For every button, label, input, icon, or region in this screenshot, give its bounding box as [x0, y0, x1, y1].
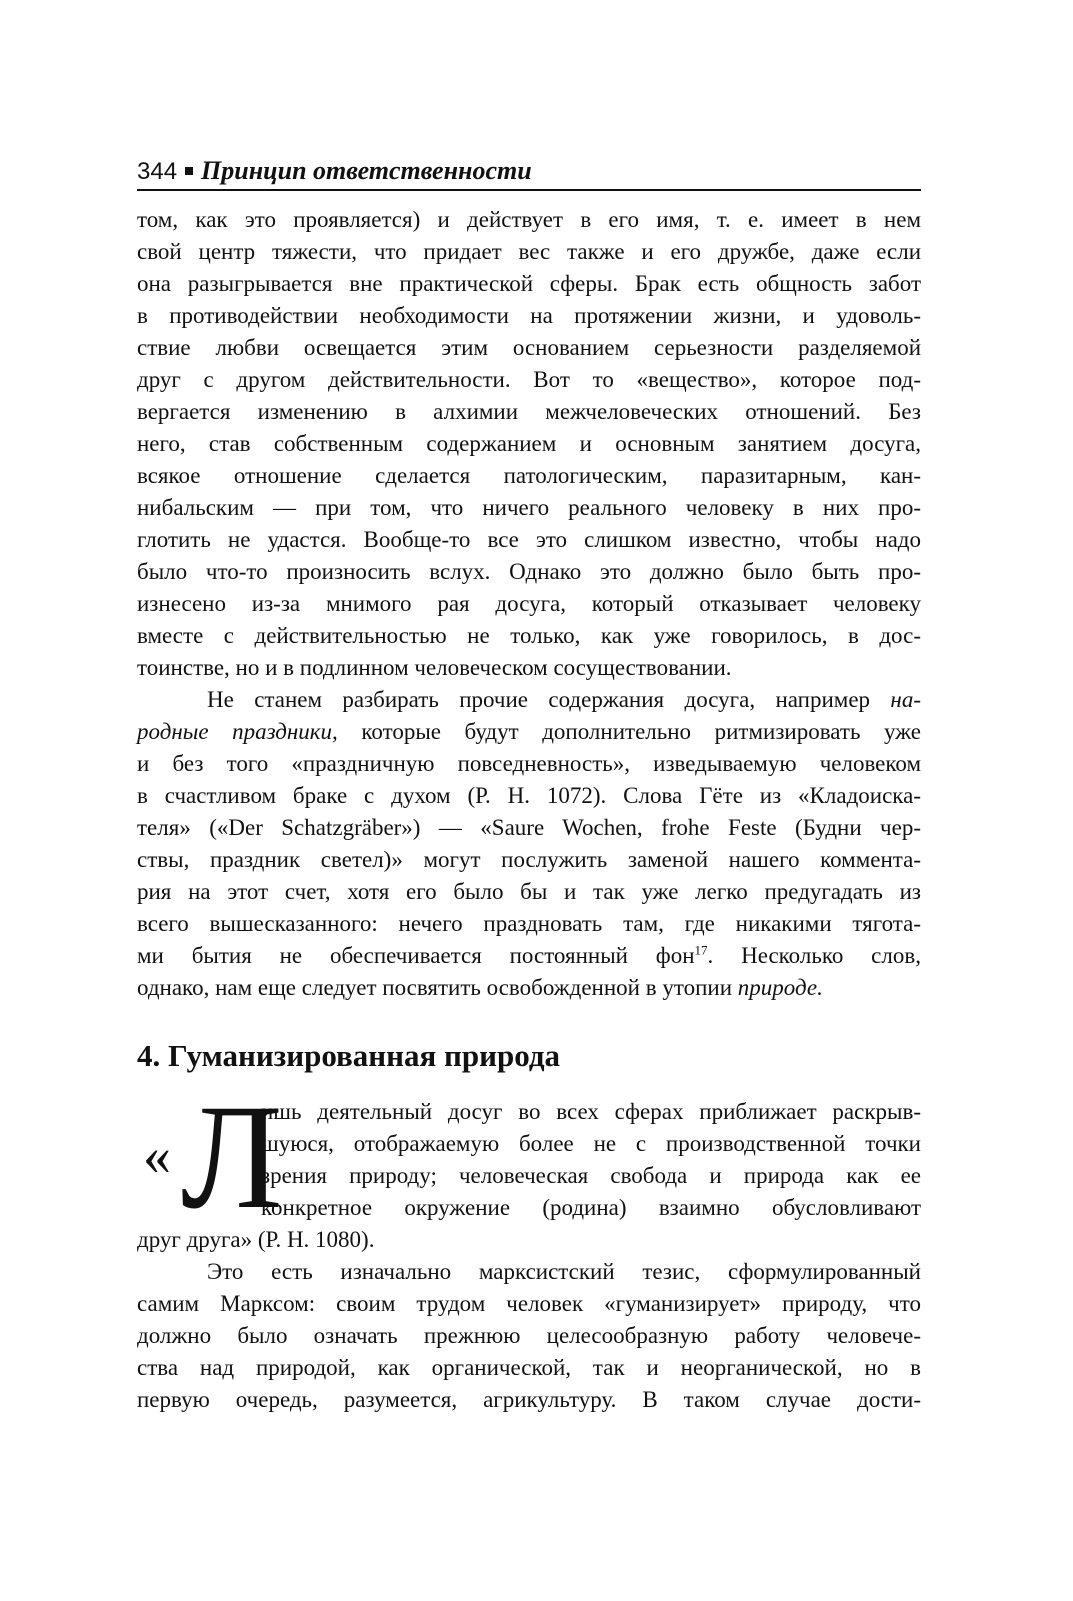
italic-fragment: родные праздники, [137, 719, 338, 744]
text-line: глотить не удастся. Вообще-то все это слишком известно, чтобы надо [137, 527, 921, 552]
text-line: ства над природой, как органической, так и неорганической, но в [137, 1355, 921, 1380]
text-line: было что-то произносить вслух. Однако это должно было быть про- [137, 559, 921, 584]
text-fragment: ми бытия не обеспечивается постоянный фон [137, 943, 695, 968]
text-line: вместе с действительностью не только, как уже говорилось, в дос- [137, 623, 921, 648]
italic-fragment: природе. [737, 975, 823, 1000]
paragraph-3 [137, 1256, 921, 1416]
paragraph-1 [137, 204, 921, 684]
text-line: него, став собственным содержанием и основным занятием досуга, [137, 431, 921, 456]
text-line [137, 684, 921, 716]
paragraph-2 [137, 684, 921, 1004]
text-line: ствие любви освещается этим основанием серьезности разделяемой [137, 335, 921, 360]
text-line: она разыгрывается вне практической сферы. Брак есть общность забот [137, 271, 921, 296]
text-line: первую очередь, разумеется, агрикультуру. В таком случае дости- [137, 1387, 921, 1412]
text-line: ишь деятельный досуг во всех сферах приближает раскрыв- [261, 1099, 921, 1124]
text-line: всего вышесказанного: нечего праздновать там, где никакими тягота- [137, 911, 921, 936]
text-line: нибальским — при том, что ничего реального человеку в них про- [137, 495, 921, 520]
text-fragment: Не станем разбирать прочие содержания досуга, например [207, 687, 891, 712]
quote-lines [261, 1096, 921, 1224]
running-head-title: Принцип ответственности [201, 156, 532, 185]
text-line: самим Марксом: своим трудом человек «гуманизирует» природу, что [137, 1291, 921, 1316]
text-line: рия на этот счет, хотя его было бы и так уже легко предугадать из [137, 879, 921, 904]
text-line: тоинстве, но и в подлинном человеческом сосуществовании. [137, 655, 732, 680]
dropcap-block [141, 1074, 283, 1240]
text-line: и без того «праздничную повседневность», изведываемую человеком [137, 751, 921, 776]
text-fragment: однако, нам еще следует посвятить освобожденной в утопии [137, 975, 738, 1000]
text-line: изнесено из-за мнимого рая досуга, который отказывает человеку [137, 591, 921, 616]
text-line: всякое отношение сделается патологическим, паразитарным, кан- [137, 463, 921, 488]
bullet-separator-icon [185, 167, 193, 175]
italic-fragment: на- [890, 687, 921, 712]
opening-quote-mark: « [143, 1125, 171, 1187]
page-number: 344 [137, 158, 178, 185]
text-line [137, 940, 921, 972]
quote-last-line-wrap [137, 1224, 921, 1256]
section-heading: 4. Гуманизированная природа [137, 1038, 561, 1073]
text-line: в противодействии необходимости на протяжении жизни, и удоволь- [137, 303, 921, 328]
text-line: друг с другом действительности. Вот то «вещество», которое под- [137, 367, 921, 392]
text-line [137, 972, 921, 1004]
text-line: вергается изменению в алхимии межчеловеческих отношений. Без [137, 399, 921, 424]
text-line: ствы, праздник светел)» могут послужить заменой нашего коммента- [137, 847, 921, 872]
text-line: шуюся, отображаемую более не с производственной точки [261, 1131, 921, 1156]
text-line: зрения природу; человеческая свобода и природа как ее [261, 1163, 921, 1188]
text-line: Это есть изначально марксистский тезис, сформулированный [207, 1259, 921, 1284]
text-line: друг друга» (Р. Н. 1080). [137, 1227, 375, 1252]
text-fragment: которые будут дополнительно ритмизировать уже [337, 719, 921, 744]
text-line: свой центр тяжести, что придает вес также и его дружбе, даже если [137, 239, 921, 264]
text-line: должно было означать прежнюю целесообразную работу человече- [137, 1323, 921, 1348]
text-line: теля» («Der Schatzgräber») — «Saure Wochen, frohe Feste (Будни чер- [137, 815, 921, 840]
text-line: том, как это проявляется) и действует в его имя, т. е. имеет в нем [137, 207, 921, 232]
footnote-marker: 17 [694, 942, 708, 958]
text-line: в счастливом браке с духом (Р. Н. 1072). Слова Гёте из «Кладоиска- [137, 783, 921, 808]
running-head [137, 153, 921, 191]
text-fragment: . Несколько слов, [707, 943, 921, 968]
text-line [137, 716, 921, 748]
text-line: конкретное окружение (родина) взаимно обусловливают [261, 1195, 921, 1220]
dropcap-letter: Л [181, 1074, 283, 1240]
